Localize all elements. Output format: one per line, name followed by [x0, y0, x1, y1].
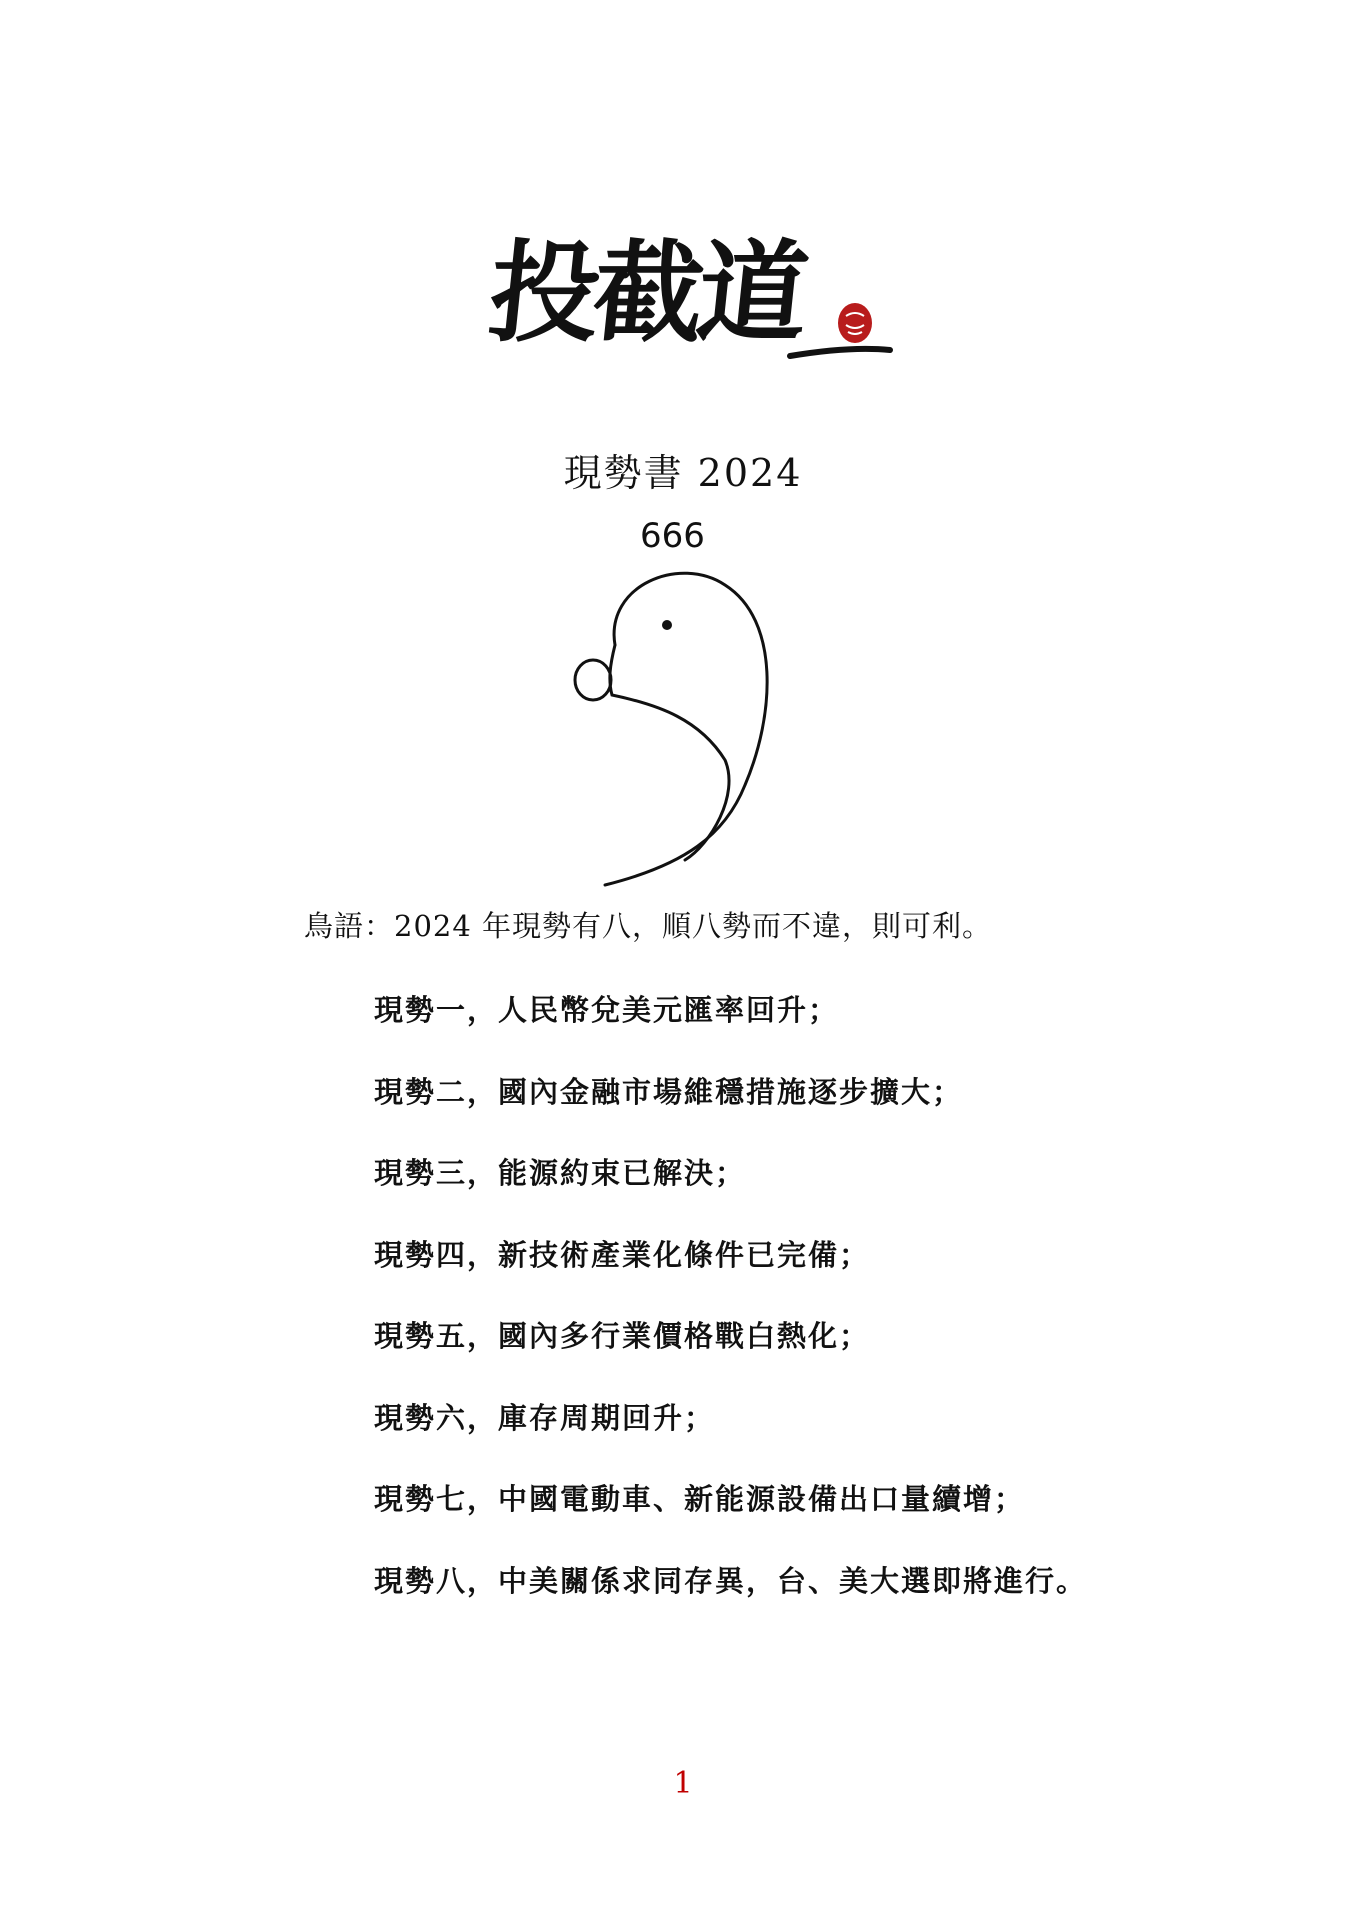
list-item: 現勢二，國內金融市場維穩措施逐步擴大； [374, 1074, 964, 1109]
trend-list [374, 990, 1087, 1642]
list-item: 現勢八，中美關係求同存異，台、美大選即將進行。 [374, 1563, 1088, 1598]
bird-beak-icon [575, 660, 611, 700]
bird-drawing [520, 515, 790, 899]
list-item: 現勢七，中國電動車、新能源設備出口量續增； [374, 1482, 1026, 1516]
bird-eye-icon [662, 620, 672, 630]
list-item: 現勢一，人民幣兌美元匯率回升； [374, 993, 840, 1027]
intro-text: 鳥語：2024 年現勢有八，順八勢而不違，則可利。 [304, 909, 993, 943]
list-item: 現勢六，庫存周期回升； [374, 1400, 716, 1435]
logo-calligraphy-text: 投截道 [483, 228, 809, 357]
list-item: 現勢五，國內多行業價格戰白熱化； [374, 1319, 871, 1353]
seal-icon [838, 303, 872, 343]
logo-brush-strokes [490, 228, 900, 378]
list-item: 現勢三，能源約束已解決； [374, 1156, 747, 1190]
list-item: 現勢四，新技術產業化條件已完備； [374, 1237, 871, 1272]
bird-label: 666 [640, 516, 705, 556]
page-number: 1 [673, 1766, 693, 1801]
calligraphy-logo [483, 228, 900, 378]
page-title: 現勢書 2024 [563, 451, 803, 495]
